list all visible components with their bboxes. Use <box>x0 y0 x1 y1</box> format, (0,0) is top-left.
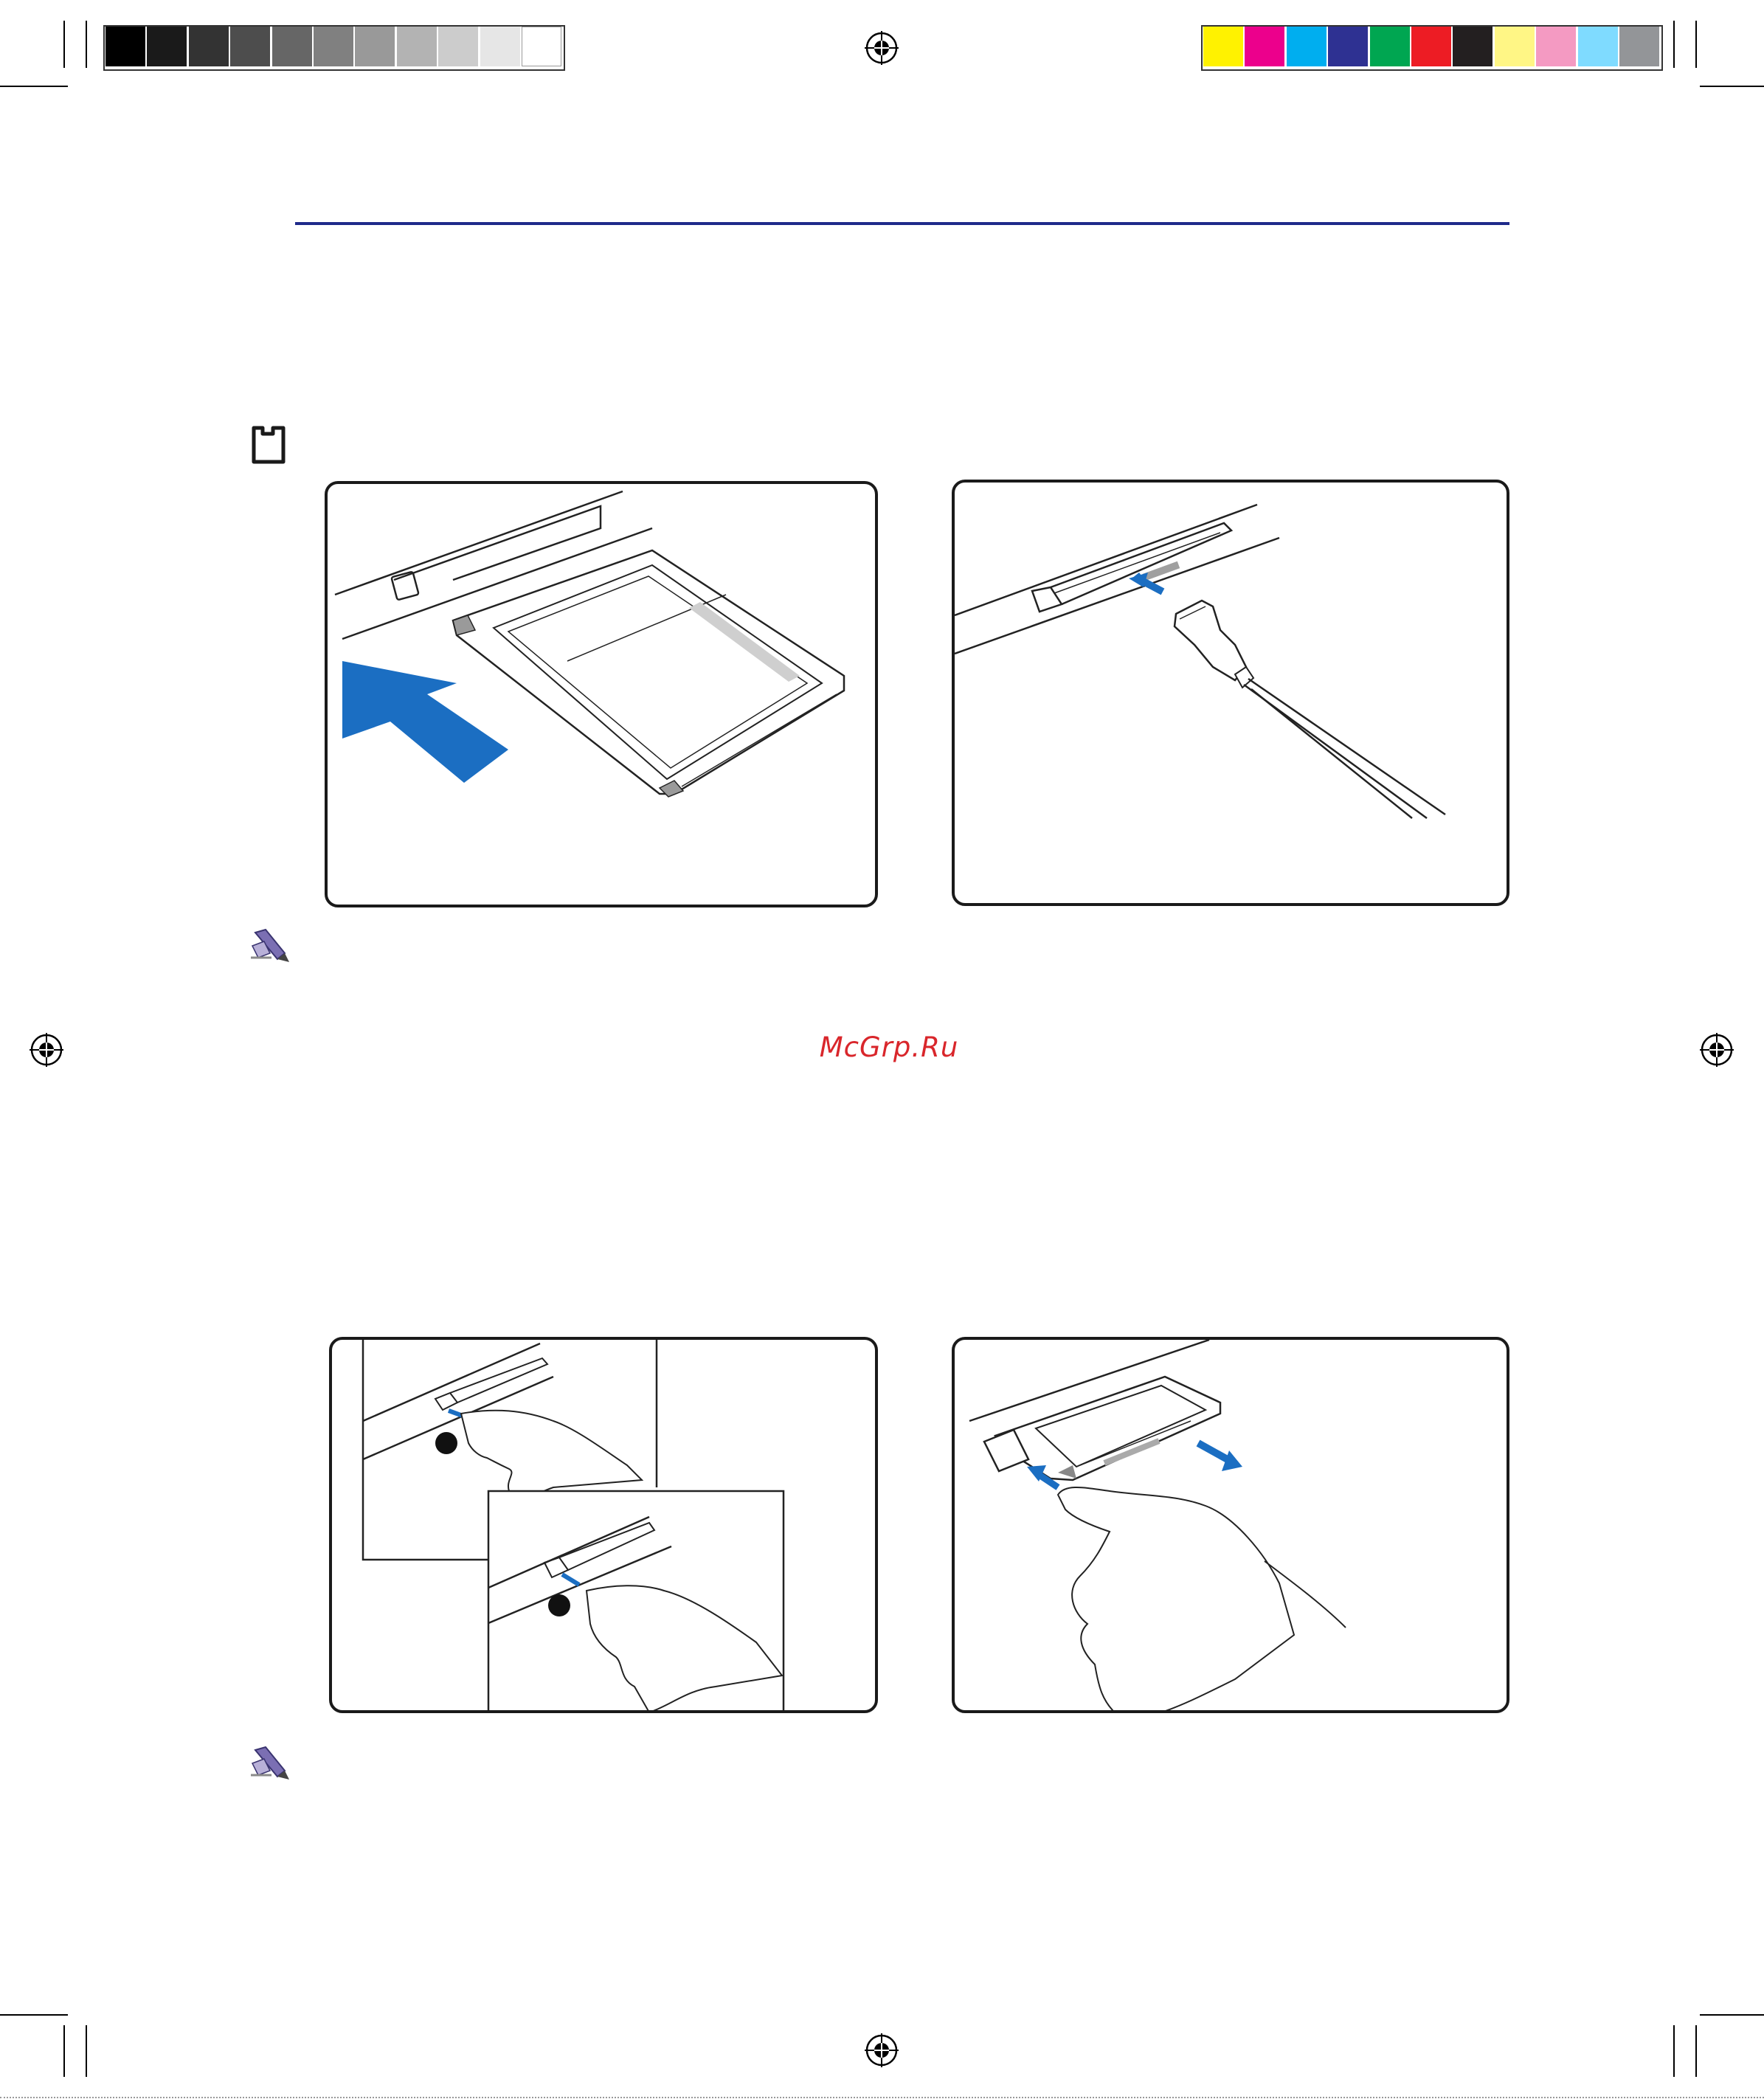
registration-mark-right <box>1700 1033 1734 1067</box>
gray-row-swatch <box>189 27 229 66</box>
color-row-swatch <box>1287 27 1327 66</box>
color-row-swatch <box>1453 27 1493 66</box>
gray-row-swatch <box>106 27 145 66</box>
trim-line-bottom <box>0 2097 1764 2098</box>
insert-direction-arrow <box>342 661 508 783</box>
color-row-swatch <box>1370 27 1410 66</box>
step-2-callout <box>548 1594 570 1616</box>
registration-mark-bottom <box>865 2033 899 2067</box>
gray-row-swatch <box>314 27 353 66</box>
hand-3 <box>1058 1487 1294 1713</box>
figure-connect-cable <box>952 480 1509 906</box>
step-1-callout <box>435 1432 457 1454</box>
cable-connector <box>1175 601 1246 680</box>
gray-row-swatch <box>272 27 312 66</box>
figure-remove-card <box>952 1337 1509 1713</box>
color-row-swatch <box>1328 27 1368 66</box>
gray-row-swatch <box>480 27 520 66</box>
note-pencil-icon <box>249 928 291 964</box>
color-row-swatch <box>1203 27 1243 66</box>
color-row-swatch <box>1619 27 1659 66</box>
pc-card-slot-icon <box>251 425 286 465</box>
figure-insert-pc-card <box>325 481 878 907</box>
registration-mark-top <box>865 31 899 65</box>
note-pencil-icon-2 <box>249 1746 291 1781</box>
figure-press-eject-button <box>329 1337 878 1713</box>
gray-row-swatch <box>397 27 437 66</box>
color-row-swatch <box>1536 27 1576 66</box>
header-rule <box>295 222 1509 225</box>
hand-1 <box>461 1411 642 1500</box>
color-row-swatch <box>1245 27 1284 66</box>
color-row-swatch <box>1495 27 1535 66</box>
gray-row-swatch <box>438 27 478 66</box>
gray-row-swatch <box>355 27 395 66</box>
color-row-swatch <box>1411 27 1451 66</box>
gray-row-swatch <box>522 27 561 66</box>
color-row-swatch <box>1578 27 1618 66</box>
registration-mark-left <box>30 1033 63 1067</box>
gray-row-swatch <box>230 27 270 66</box>
watermark: McGrp.Ru <box>819 1031 959 1063</box>
gray-row-swatch <box>147 27 187 66</box>
